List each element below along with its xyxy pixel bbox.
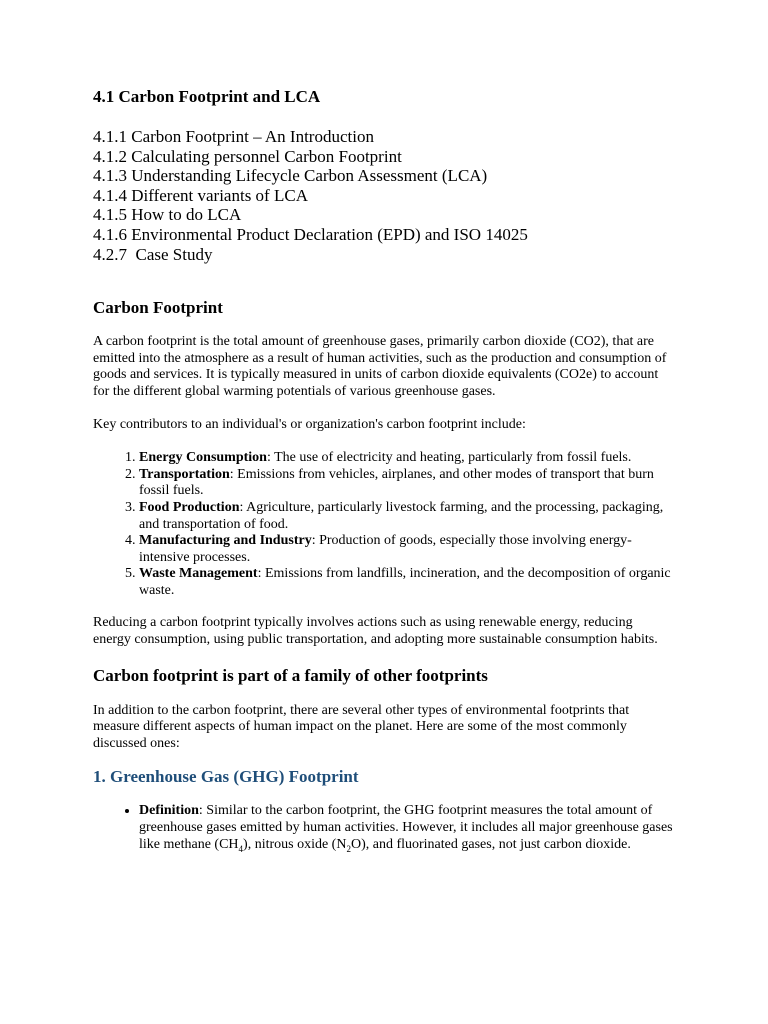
contributors-list [93, 450, 673, 599]
reducing-paragraph: Reducing a carbon footprint typically involves actions such as using renewable energy, reducing energy consumption, using public transportation, and adopting more sustainable consumption habits. [93, 615, 658, 648]
definition-text: : Similar to the carbon footprint, the GHG footprint measures the total amount of greenhouse gases emitted by human activities. However, it includes all major greenhouse gases like methane (CH [139, 803, 673, 852]
list-item [139, 566, 673, 599]
contributor-term: Food Production [139, 499, 240, 515]
section-title: 4.1 Carbon Footprint and LCA [93, 87, 321, 106]
carbon-footprint-heading: Carbon Footprint [93, 298, 223, 318]
toc-item: 4.2.7 Case Study [93, 244, 213, 264]
list-item [139, 467, 673, 500]
contributor-text: : Emissions from landfills, incineration, and the decomposition of organic waste. [139, 566, 671, 598]
contributor-term: Energy Consumption [139, 450, 267, 466]
toc-item: 4.1.6 Environmental Product Declaration (EPD) and ISO 14025 [93, 224, 528, 244]
table-of-contents [93, 127, 673, 264]
list-item [139, 450, 673, 467]
list-item [139, 500, 673, 533]
carbon-footprint-intro: A carbon footprint is the total amount of greenhouse gases, primarily carbon dioxide (CO2), that are emitted into the atmosphere as a result of human activities, such as the production and consumption of goods and services. It is typically measured in units of carbon dioxide equivalents (CO2e) to account for the different global warming potentials of various greenhouse gases. [93, 334, 667, 399]
contributor-text: : Emissions from vehicles, airplanes, and other modes of transport that burn fossil fuels. [139, 466, 654, 499]
subscript: 4 [238, 843, 244, 854]
toc-item: 4.1.1 Carbon Footprint – An Introduction [93, 127, 374, 146]
document-page [93, 86, 673, 853]
list-item [139, 533, 673, 566]
contributors-intro: Key contributors to an individual's or organization's carbon footprint include: [93, 416, 526, 432]
toc-item: 4.1.4 Different variants of LCA [93, 185, 308, 205]
definition-text: ), nitrous oxide (N [243, 836, 347, 852]
ghg-definition-list [93, 803, 673, 853]
contributor-text: : Agriculture, particularly livestock farming, and the processing, packaging, and transportation of food. [139, 499, 664, 532]
toc-item: 4.1.3 Understanding Lifecycle Carbon Assessment (LCA) [93, 166, 488, 186]
toc-item: 4.1.5 How to do LCA [93, 205, 242, 225]
definition-text: O), and fluorinated gases, not just carbon dioxide. [350, 836, 631, 852]
family-heading: Carbon footprint is part of a family of other footprints [93, 665, 488, 685]
contributor-term: Transportation [139, 466, 230, 482]
toc-item: 4.1.2 Calculating personnel Carbon Footprint [93, 146, 402, 166]
contributor-text: : The use of electricity and heating, particularly from fossil fuels. [266, 450, 632, 466]
definition-term: Definition [139, 803, 199, 819]
contributor-term: Waste Management [139, 566, 258, 582]
contributor-text: : Production of goods, especially those involving energy-intensive processes. [139, 533, 632, 565]
contributor-term: Manufacturing and Industry [139, 533, 312, 549]
subscript: 2 [346, 843, 351, 854]
list-item [139, 803, 673, 853]
family-intro: In addition to the carbon footprint, there are several other types of environmental footprints that measure different aspects of human impact on the planet. Here are some of the most commonly discussed ones: [93, 702, 630, 751]
ghg-heading: 1. Greenhouse Gas (GHG) Footprint [93, 767, 359, 787]
